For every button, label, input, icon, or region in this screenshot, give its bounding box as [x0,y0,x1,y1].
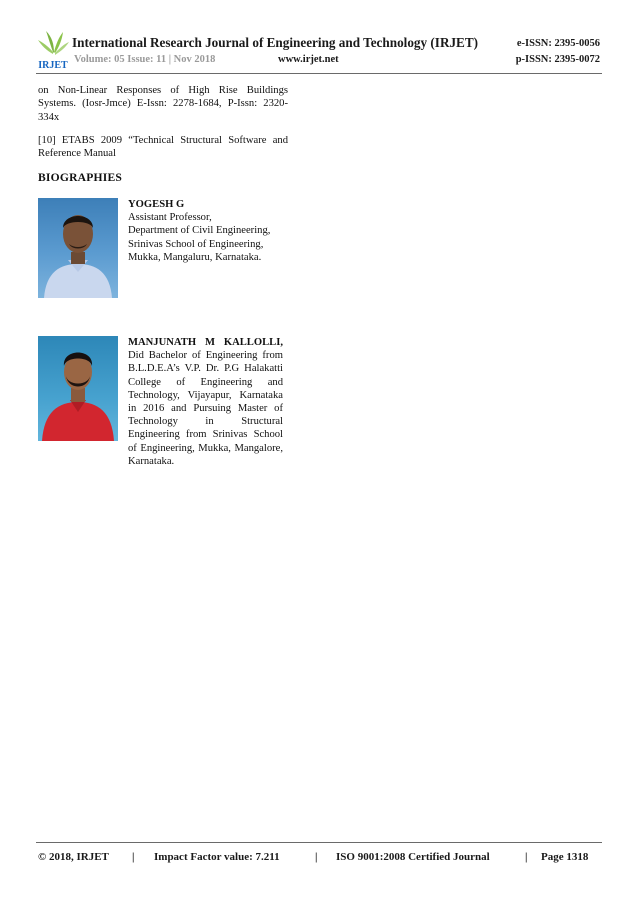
reference-10 [38,134,288,161]
reference-continued [38,84,288,124]
biography-yogesh [128,198,283,264]
person-portrait-icon [38,198,118,298]
journal-website-link[interactable]: www.irjet.net [278,54,339,65]
biography-manjunath [128,336,283,468]
biographies-heading: BIOGRAPHIES [38,171,123,184]
footer-page-number: Page 1318 [541,851,589,863]
leaf-logo-icon [36,30,70,70]
footer-separator: | [525,851,528,863]
bio-text: Did Bachelor of Engineering from B.L.D.E.A’s V.P. Dr. P.G Halakatti College of Engineering and Technology, Vijayapur, Karnataka in 2016 and Pursuing Master of Technology in Structural Engineering from Srinivas School of Engineering, Mukka, Mangalore, Karnataka. [128,350,283,467]
header-divider [36,73,602,74]
page-header [36,30,602,74]
reference-text: [10] ETABS 2009 “Technical Structural Software and Reference Manual [38,135,288,160]
person-portrait-icon [38,336,118,441]
footer-separator: | [132,851,135,863]
bio-line: Mukka, Mangaluru, Karnataka. [128,251,262,263]
footer-impact-factor: Impact Factor value: 7.211 [154,851,280,863]
reference-text: on Non-Linear Responses of High Rise Buildings Systems. (Iosr-Jmce) E-Issn: 2278-1684, P-Issn: 2320-334x [38,85,288,123]
bio-line: Assistant Professor, [128,212,212,224]
bio-line: Srinivas School of Engineering, [128,238,264,250]
author-photo-yogesh [38,198,118,298]
bio-line: Department of Civil Engineering, [128,225,271,237]
author-photo-manjunath [38,336,118,441]
footer-divider [36,842,602,843]
author-name: MANJUNATH M KALLOLLI, [128,337,283,348]
journal-title: International Research Journal of Engineering and Technology (IRJET) [72,35,479,50]
svg-text:IRJET: IRJET [38,60,68,70]
footer-separator: | [315,851,318,863]
author-name: YOGESH G [128,199,185,210]
pissn-label: p-ISSN: 2395-0072 [515,54,600,65]
footer-copyright: © 2018, IRJET [38,851,109,863]
eissn-label: e-ISSN: 2395-0056 [516,38,600,49]
issue-info: Volume: 05 Issue: 11 | Nov 2018 [74,54,216,65]
footer-iso: ISO 9001:2008 Certified Journal [336,851,490,863]
